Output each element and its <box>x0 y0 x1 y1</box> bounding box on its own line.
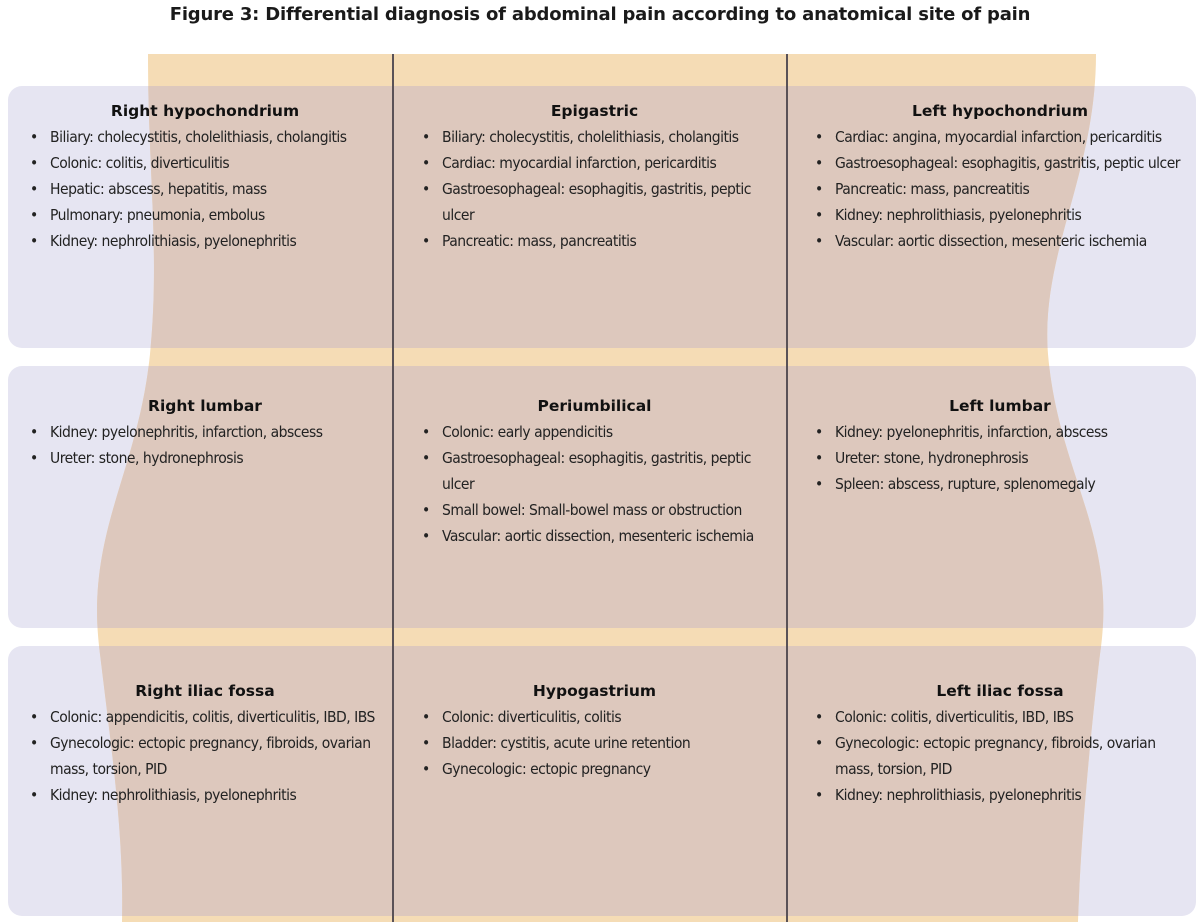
diagnosis-list <box>815 419 1185 497</box>
region-title: Right lumbar <box>148 397 262 415</box>
diagnosis-item: • Gastroesophageal: esophagitis, gastritis, peptic ulcer <box>422 445 767 497</box>
region-title: Periumbilical <box>537 397 652 415</box>
diagnosis-item: • Gynecologic: ectopic pregnancy <box>422 756 767 782</box>
diagnosis-item: • Vascular: aortic dissection, mesenteric ischemia <box>815 228 1185 254</box>
diagnosis-list <box>422 704 767 782</box>
region-title: Left lumbar <box>949 397 1051 415</box>
diagnosis-list <box>30 124 380 254</box>
figure-title: Figure 3: Differential diagnosis of abdominal pain according to anatomical site of pain <box>169 4 1031 25</box>
diagnosis-item: • Bladder: cystitis, acute urine retention <box>422 730 767 756</box>
region-title: Right hypochondrium <box>110 102 300 120</box>
diagnosis-item: • Pancreatic: mass, pancreatitis <box>815 176 1185 202</box>
abdominal-regions-diagram <box>0 54 1200 922</box>
diagnosis-item: • Colonic: diverticulitis, colitis <box>422 704 767 730</box>
diagnosis-item: • Kidney: nephrolithiasis, pyelonephritis <box>30 228 380 254</box>
diagnosis-item: • Vascular: aortic dissection, mesenteric ischemia <box>422 523 767 549</box>
diagnosis-item: • Gynecologic: ectopic pregnancy, fibroids, ovarian mass, torsion, PID <box>815 730 1185 782</box>
region-title: Right iliac fossa <box>135 682 275 700</box>
diagnosis-item: • Kidney: nephrolithiasis, pyelonephritis <box>815 782 1185 808</box>
diagnosis-item: • Spleen: abscess, rupture, splenomegaly <box>815 471 1185 497</box>
diagnosis-item: • Pulmonary: pneumonia, embolus <box>30 202 380 228</box>
diagnosis-item: • Kidney: nephrolithiasis, pyelonephritis <box>815 202 1185 228</box>
region-hypogastrium <box>422 678 767 782</box>
grid-line-1 <box>392 54 394 922</box>
region-title: Left hypochondrium <box>912 102 1088 120</box>
diagnosis-item: • Small bowel: Small-bowel mass or obstruction <box>422 497 767 523</box>
diagnosis-item: • Pancreatic: mass, pancreatitis <box>422 228 767 254</box>
diagnosis-list <box>422 124 767 254</box>
diagnosis-item: • Colonic: early appendicitis <box>422 419 767 445</box>
diagnosis-item: • Ureter: stone, hydronephrosis <box>815 445 1185 471</box>
region-periumbilical <box>422 393 767 549</box>
diagnosis-list <box>422 419 767 549</box>
diagnosis-item: • Cardiac: angina, myocardial infarction, pericarditis <box>815 124 1185 150</box>
diagnosis-item: • Colonic: colitis, diverticulitis, IBD, IBS <box>815 704 1185 730</box>
diagnosis-item: • Cardiac: myocardial infarction, pericarditis <box>422 150 767 176</box>
region-title: Left iliac fossa <box>936 682 1064 700</box>
region-title: Epigastric <box>550 102 639 120</box>
region-epigastric <box>422 98 767 254</box>
diagnosis-item: • Biliary: cholecystitis, cholelithiasis, cholangitis <box>30 124 380 150</box>
diagnosis-item: • Gynecologic: ectopic pregnancy, fibroids, ovarian mass, torsion, PID <box>30 730 380 782</box>
diagnosis-item: • Kidney: nephrolithiasis, pyelonephritis <box>30 782 380 808</box>
diagnosis-item: • Ureter: stone, hydronephrosis <box>30 445 380 471</box>
diagnosis-list <box>30 419 380 471</box>
diagnosis-item: • Biliary: cholecystitis, cholelithiasis, cholangitis <box>422 124 767 150</box>
region-left-iliac-fossa <box>815 678 1185 808</box>
diagnosis-item: • Kidney: pyelonephritis, infarction, abscess <box>30 419 380 445</box>
diagnosis-item: • Gastroesophageal: esophagitis, gastritis, peptic ulcer <box>422 176 767 228</box>
region-right-lumbar <box>30 393 380 471</box>
grid-line-2 <box>786 54 788 922</box>
diagnosis-list <box>815 704 1185 808</box>
diagnosis-item: • Gastroesophageal: esophagitis, gastritis, peptic ulcer <box>815 150 1185 176</box>
diagnosis-item: • Colonic: appendicitis, colitis, diverticulitis, IBD, IBS <box>30 704 380 730</box>
diagnosis-item: • Kidney: pyelonephritis, infarction, abscess <box>815 419 1185 445</box>
diagnosis-list <box>815 124 1185 254</box>
diagnosis-item: • Hepatic: abscess, hepatitis, mass <box>30 176 380 202</box>
region-title: Hypogastrium <box>532 682 657 700</box>
region-left-lumbar <box>815 393 1185 497</box>
region-right-hypochondrium <box>30 98 380 254</box>
diagnosis-list <box>30 704 380 808</box>
region-left-hypochondrium <box>815 98 1185 254</box>
region-right-iliac-fossa <box>30 678 380 808</box>
diagnosis-item: • Colonic: colitis, diverticulitis <box>30 150 380 176</box>
